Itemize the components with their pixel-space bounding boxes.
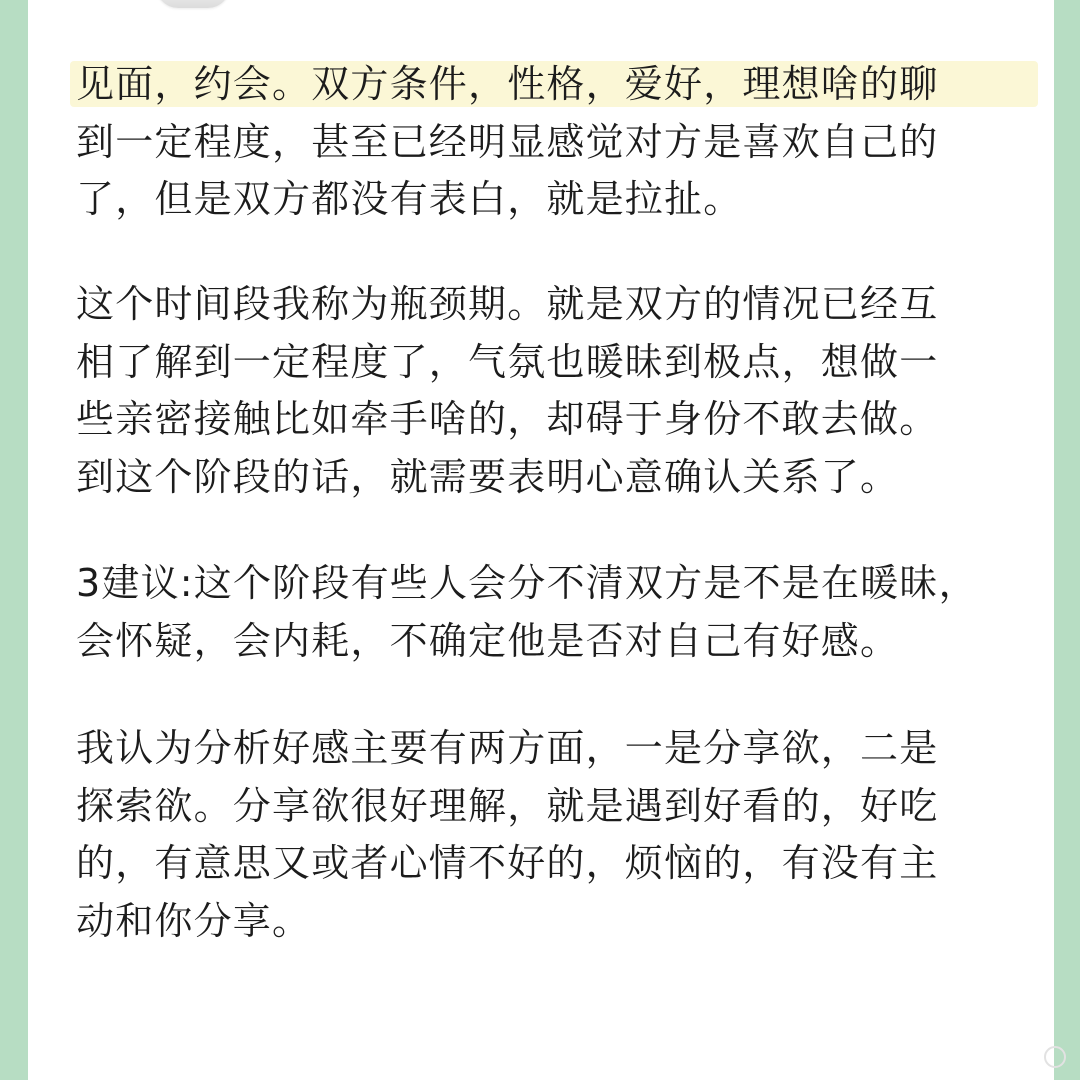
- paragraph-1: 见面，约会。双方条件，性格，爱好，理想啥的聊 到一定程度，甚至已经明显感觉对方是喜欢自己的 了，但是双方都没有表白，就是拉扯。: [76, 62, 939, 221]
- paragraph-2: 这个时间段我称为瓶颈期。就是双方的情况已经互 相了解到一定程度了，气氛也暖昧到极点，想做一 些亲密接触比如牵手啥的，却碍于身份不敢去做。 到这个阶段的话，就需要表明心意确认关系了。: [76, 282, 939, 499]
- paragraph-3: 3建议:这个阶段有些人会分不清双方是不是在暖昧， 会怀疑，会内耗，不确定他是否对自己有好感。: [76, 561, 978, 663]
- avatar: [156, 0, 230, 8]
- content-card: [28, 0, 1054, 1080]
- paragraph-4: 我认为分析好感主要有两方面，一是分享欲，二是 探索欲。分享欲很好理解，就是遇到好看的，好吃 的，有意思又或者心情不好的，烦恼的，有没有主 动和你分享。: [76, 726, 939, 943]
- watermark-icon: [1044, 1046, 1066, 1068]
